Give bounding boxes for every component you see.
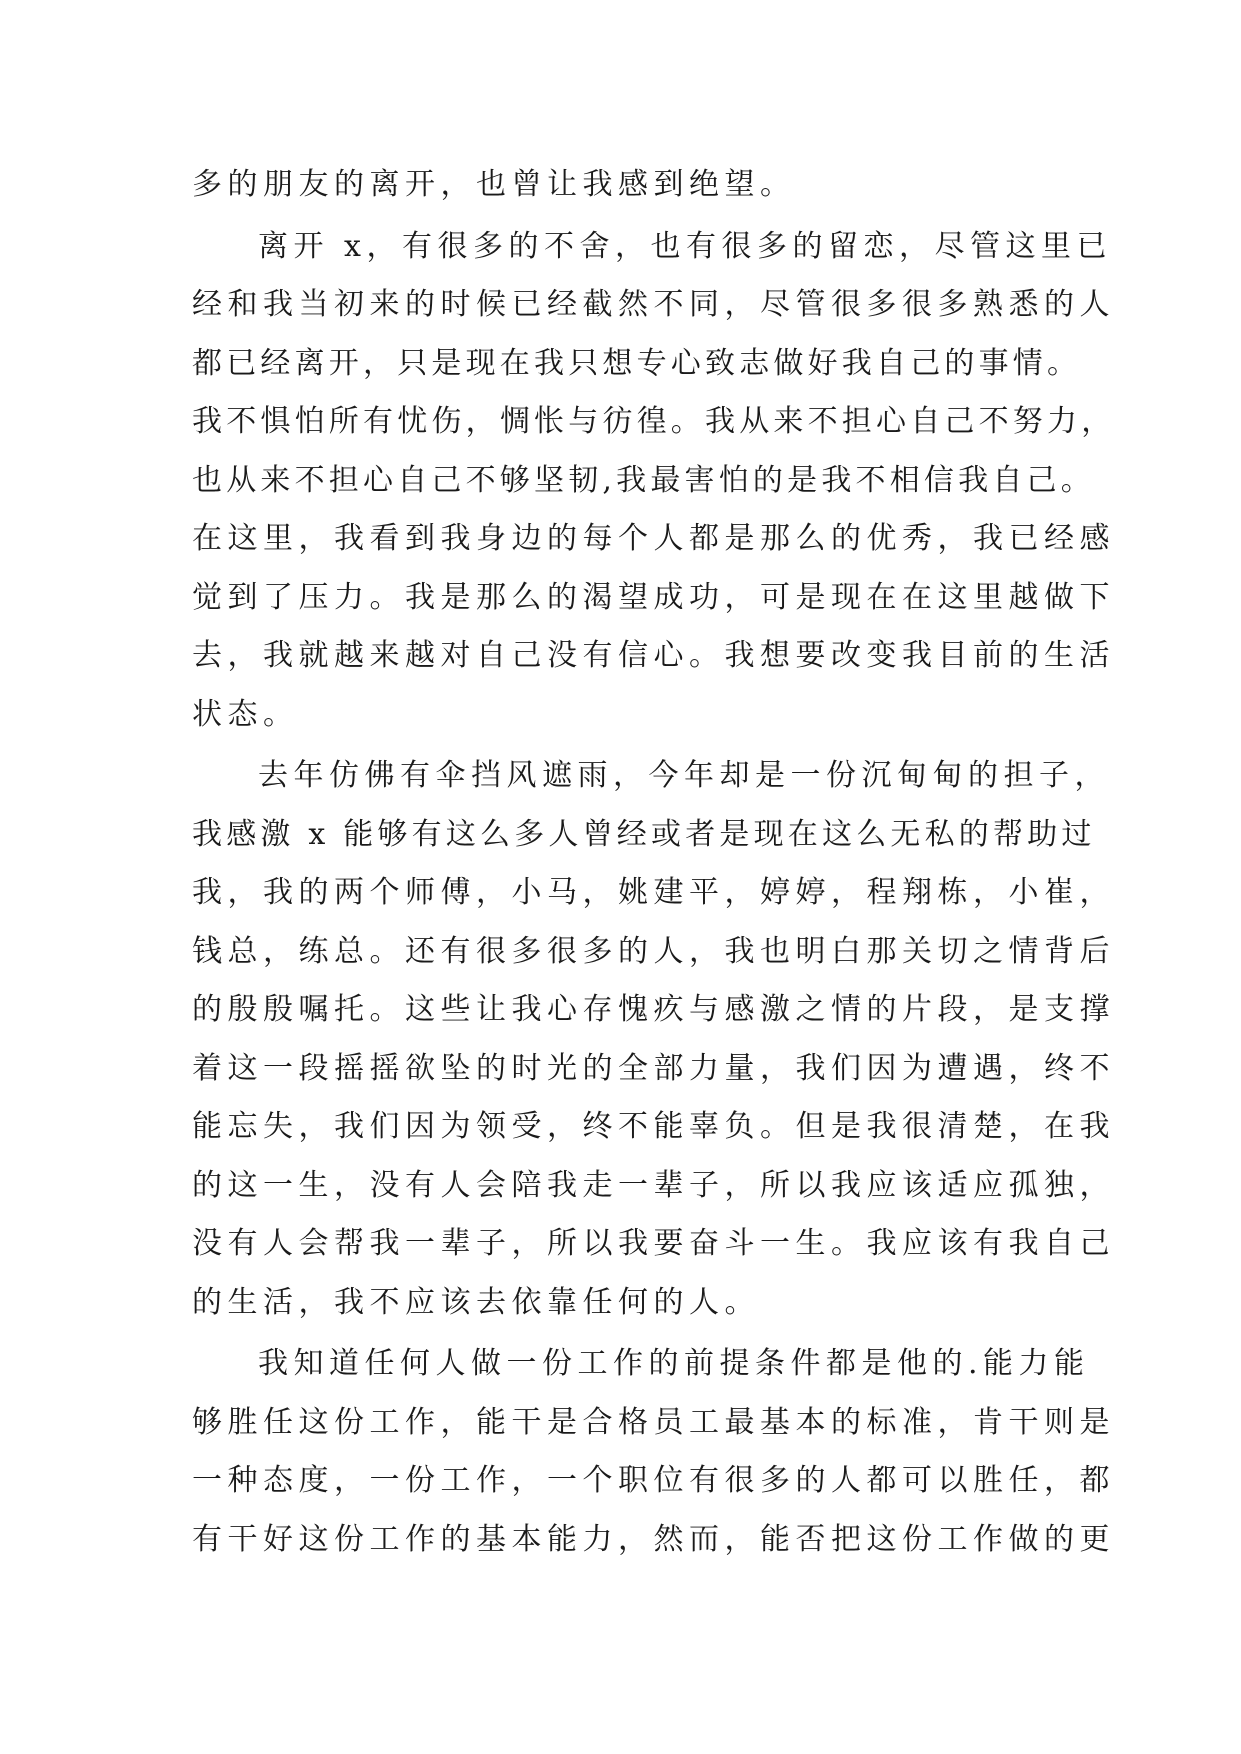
text-line: 我知道任何人做一份工作的前提条件都是他的.能力能 xyxy=(258,1346,1090,1381)
text-line: 去年仿佛有伞挡风遮雨，今年却是一份沉甸甸的担子， xyxy=(258,758,1110,793)
text-line: 去，我就越来越对自己没有信心。我想要改变我目前的生活 xyxy=(192,638,1115,673)
text-line: 的殷殷嘱托。这些让我心存愧疚与感激之情的片段，是支撑 xyxy=(192,992,1115,1027)
body-text xyxy=(192,156,1116,1569)
text-line: 我，我的两个师傅，小马，姚建平，婷婷，程翔栋，小崔， xyxy=(192,875,1115,910)
text-line: 多的朋友的离开，也曾让我感到绝望。 xyxy=(192,167,796,202)
text-line: 没有人会帮我一辈子，所以我要奋斗一生。我应该有我自己 xyxy=(192,1226,1115,1261)
text-line: 的这一生，没有人会陪我走一辈子，所以我应该适应孤独， xyxy=(192,1167,1115,1203)
text-line: 我不惧怕所有忧伤，惆怅与彷徨。我从来不担心自己不努力， xyxy=(192,404,1116,439)
text-line: 有干好这份工作的基本能力，然而，能否把这份工作做的更 xyxy=(192,1521,1115,1557)
text-line: 的生活，我不应该去依靠任何的人。 xyxy=(192,1284,760,1320)
text-line: 也从来不担心自己不够坚韧,我最害怕的是我不相信我自己。 xyxy=(192,462,1095,498)
text-line: 能忘失，我们因为领受，终不能辜负。但是我很清楚，在我 xyxy=(192,1109,1115,1144)
text-line: 在这里，我看到我身边的每个人都是那么的优秀，我已经感 xyxy=(192,521,1115,556)
text-line: 离开 x，有很多的不舍，也有很多的留恋，尽管这里已 xyxy=(258,228,1112,264)
text-line: 钱总，练总。还有很多很多的人，我也明白那关切之情背后 xyxy=(192,933,1115,969)
text-line: 经和我当初来的时候已经截然不同，尽管很多很多熟悉的人 xyxy=(192,287,1115,322)
text-line: 够胜任这份工作，能干是合格员工最基本的标准，肯干则是 xyxy=(192,1404,1115,1440)
text-line: 觉到了压力。我是那么的渴望成功，可是现在在这里越做下 xyxy=(192,579,1115,615)
text-line: 都已经离开，只是现在我只想专心致志做好我自己的事情。 xyxy=(192,345,1082,381)
text-line: 我感激 x 能够有这么多人曾经或者是现在这么无私的帮助过 xyxy=(192,816,1096,852)
text-line: 一种态度，一份工作，一个职位有很多的人都可以胜任，都 xyxy=(192,1463,1115,1498)
text-line: 着这一段摇摇欲坠的时光的全部力量，我们因为遭遇，终不 xyxy=(192,1050,1115,1086)
text-line: 状态。 xyxy=(192,696,299,732)
